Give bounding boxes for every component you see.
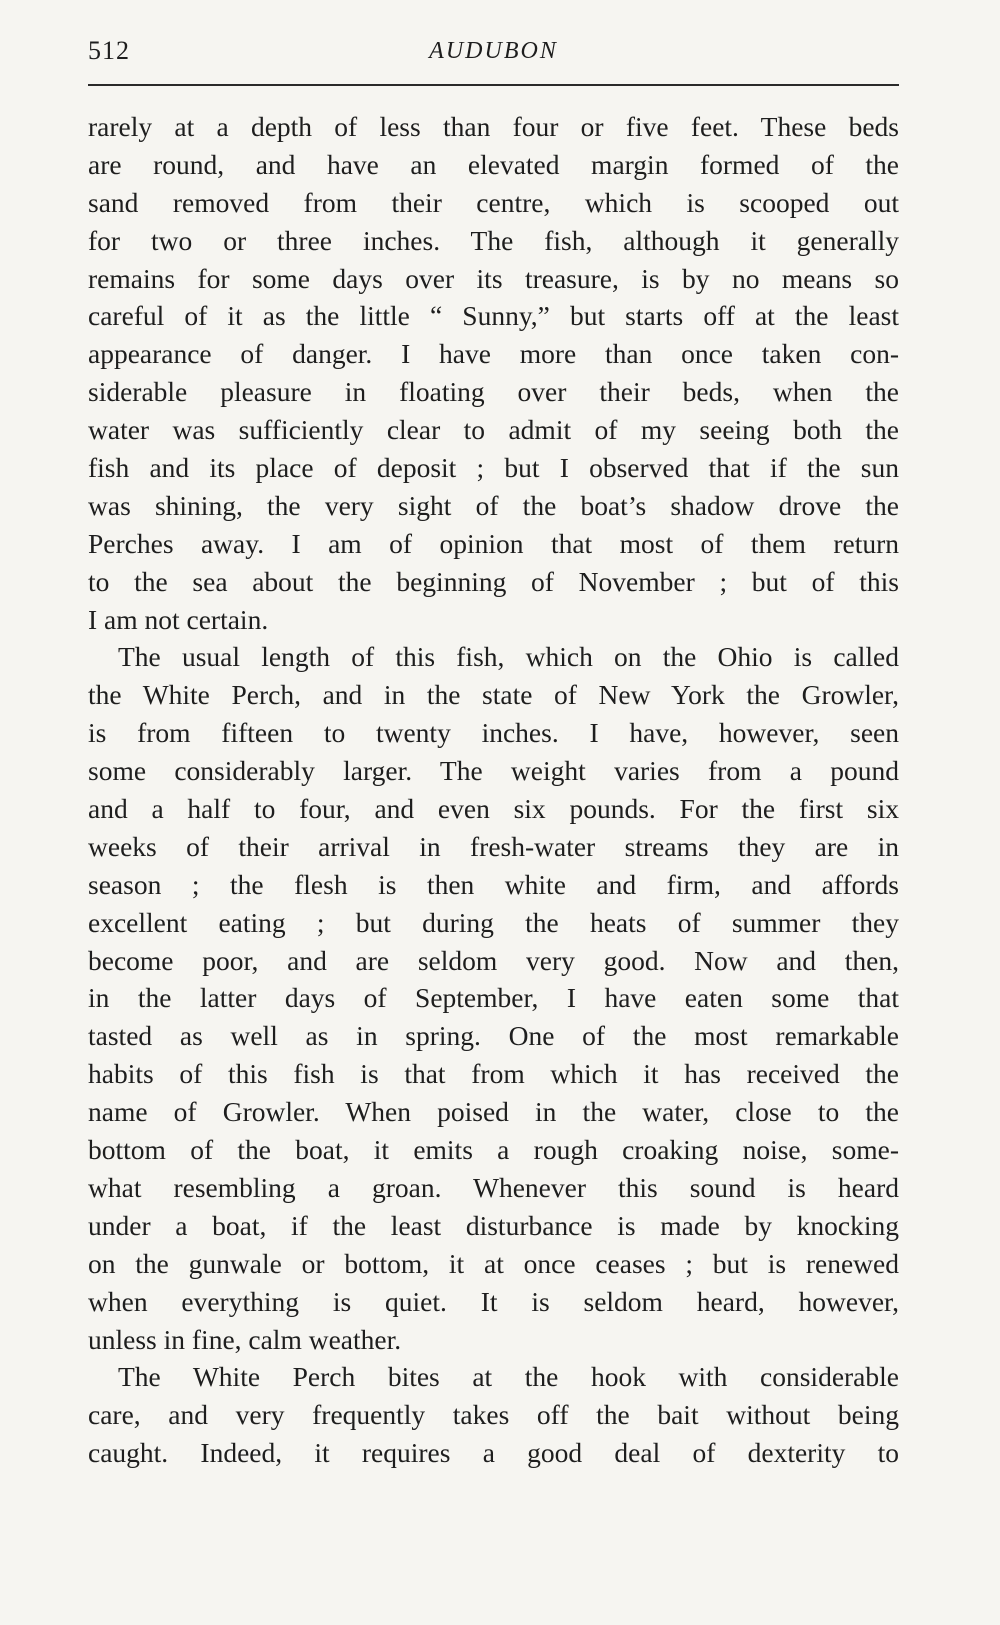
- text-line: habits of this fish is that from which it has received the: [88, 1058, 899, 1090]
- text-line: bottom of the boat, it emits a rough croaking noise, some-: [88, 1134, 899, 1166]
- text-line: in the latter days of September, I have eaten some that: [88, 982, 899, 1014]
- text-line: become poor, and are seldom very good. Now and then,: [88, 944, 899, 976]
- text-line: when everything is quiet. It is seldom heard, however,: [88, 1285, 899, 1317]
- text-line: weeks of their arrival in fresh-water streams they are in: [88, 830, 899, 862]
- text-line: what resembling a groan. Whenever this sound is heard: [88, 1171, 899, 1203]
- text-line: careful of it as the little “ Sunny,” but starts off at the least: [88, 300, 899, 332]
- text-line: for two or three inches. The fish, although it generally: [88, 224, 899, 256]
- body-text: [88, 108, 899, 1472]
- text-line: appearance of danger. I have more than once taken con-: [88, 338, 899, 370]
- text-line: some considerably larger. The weight varies from a pound: [88, 755, 899, 787]
- text-line: siderable pleasure in floating over their beds, when the: [88, 376, 899, 408]
- text-line: rarely at a depth of less than four or five feet. These beds: [88, 111, 899, 142]
- text-line: caught. Indeed, it requires a good deal of dexterity to: [88, 1437, 899, 1469]
- text-line: season ; the flesh is then white and firm, and affords: [88, 868, 899, 900]
- text-line: and a half to four, and even six pounds. For the first six: [88, 793, 899, 825]
- text-line: excellent eating ; but during the heats of summer they: [88, 906, 899, 938]
- text-line: are round, and have an elevated margin formed of the: [88, 148, 899, 180]
- page-number: 512: [88, 36, 130, 65]
- running-head: [88, 36, 899, 80]
- text-line: name of Growler. When poised in the water, close to the: [88, 1096, 899, 1128]
- text-line: on the gunwale or bottom, it at once ceases ; but is renewed: [88, 1247, 899, 1279]
- paragraph-end-line: I am not certain.: [88, 603, 269, 635]
- text-line: water was sufficiently clear to admit of my seeing both the: [88, 414, 899, 446]
- text-line: is from fifteen to twenty inches. I have, however, seen: [88, 717, 899, 749]
- text-line: remains for some days over its treasure, is by no means so: [88, 262, 899, 294]
- text-line: care, and very frequently takes off the bait without being: [88, 1399, 899, 1431]
- paragraph-start-line: The White Perch bites at the hook with considerable: [118, 1361, 899, 1393]
- running-title: AUDUBON: [429, 38, 558, 64]
- header-rule: [88, 84, 899, 86]
- paragraph-start-line: The usual length of this fish, which on the Ohio is called: [118, 641, 899, 673]
- text-line: the White Perch, and in the state of New York the Growler,: [88, 679, 899, 711]
- text-line: Perches away. I am of opinion that most of them return: [88, 527, 899, 559]
- text-line: to the sea about the beginning of November ; but of this: [88, 565, 899, 597]
- text-line: fish and its place of deposit ; but I observed that if the sun: [88, 452, 899, 484]
- text-line: under a boat, if the least disturbance is made by knocking: [88, 1209, 899, 1241]
- text-line: sand removed from their centre, which is scooped out: [88, 186, 899, 218]
- text-line: tasted as well as in spring. One of the most remarkable: [88, 1020, 899, 1052]
- text-line: was shining, the very sight of the boat’s shadow drove the: [88, 489, 899, 521]
- paragraph-end-line: unless in fine, calm weather.: [88, 1323, 402, 1355]
